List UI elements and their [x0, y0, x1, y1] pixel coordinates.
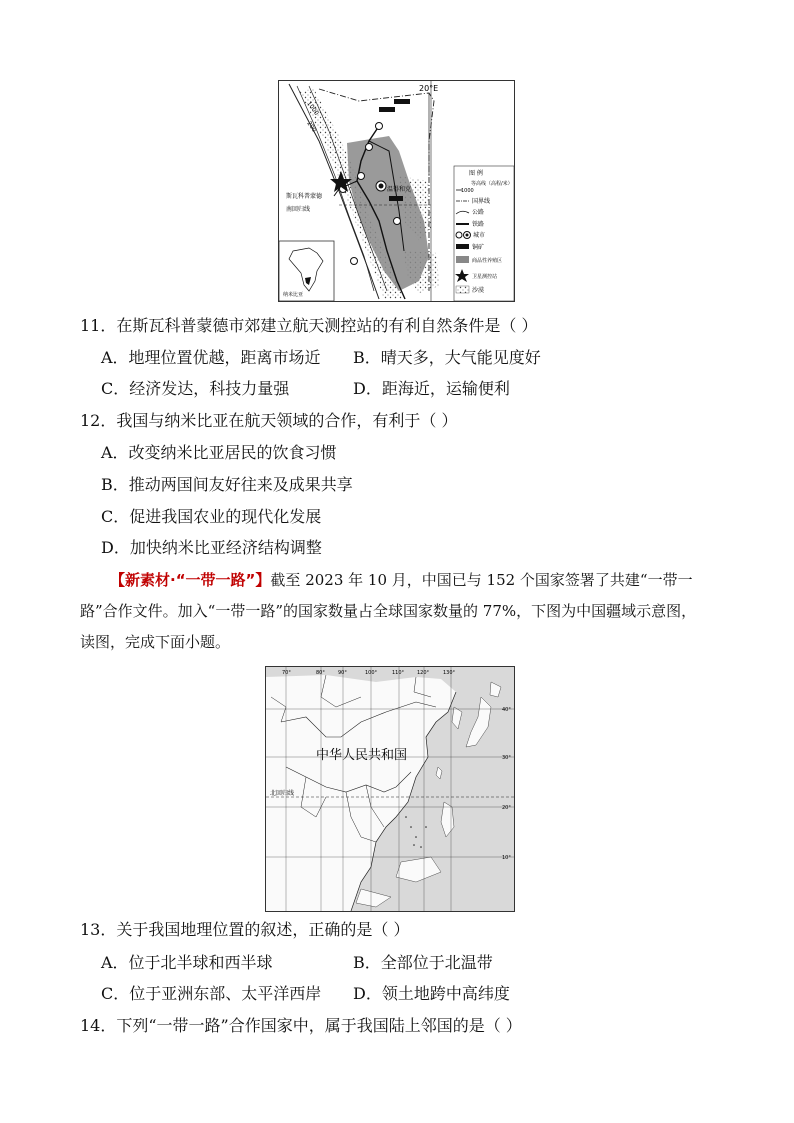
question-14-stem: 14．下列“一带一路”合作国家中，属于我国陆上邻国的是（ ） [80, 1016, 522, 1035]
lat-tick: 30° [502, 755, 511, 761]
lon-tick: 120° [417, 670, 430, 676]
city-dot-icon [351, 258, 358, 265]
svg-text:商品性养殖区: 商品性养殖区 [472, 258, 503, 264]
country-label: 中华人民共和国 [316, 748, 408, 763]
svg-text:铜矿: 铜矿 [472, 244, 485, 251]
svg-text:公路: 公路 [472, 209, 485, 216]
svg-text:纳米比亚: 纳米比亚 [283, 292, 304, 298]
city-dot-icon [456, 232, 462, 238]
copper-mine-icon [389, 196, 403, 201]
ranch-area-icon [456, 256, 469, 263]
lon-tick: 80° [316, 670, 325, 676]
lon-tick: 130° [443, 670, 456, 676]
material-paragraph [80, 565, 720, 658]
lon-tick: 100° [365, 670, 378, 676]
svg-text:200: 200 [305, 120, 318, 134]
lon-tick: 110° [392, 670, 405, 676]
china-map [265, 666, 515, 912]
svg-text:沙漠: 沙漠 [472, 287, 485, 294]
question-11-stem: 11．在斯瓦科普蒙德市郊建立航天测控站的有利自然条件是（ ） [80, 316, 538, 335]
question-12-option-b[interactable]: B．推动两国间友好往来及成果共享 [101, 475, 353, 494]
legend [454, 166, 514, 301]
material-line-2: 路”合作文件。加入“一带一路”的国家数量占全球国家数量的 77%，下图为中国疆域示意图， [80, 602, 697, 620]
city-dot-icon [358, 173, 365, 180]
material-line-3: 读图，完成下面小题。 [80, 633, 231, 651]
china-map-svg [266, 667, 514, 911]
svg-text:城市: 城市 [473, 232, 486, 239]
africa-inset [279, 241, 334, 301]
question-12-option-a[interactable]: A．改变纳米比亚居民的饮食习惯 [101, 443, 337, 462]
lat-tick: 10° [502, 855, 511, 861]
copper-mine-icon [394, 99, 410, 104]
ranch-area [347, 136, 429, 291]
question-11-option-b[interactable]: B．晴天多，大气能见度好 [353, 348, 541, 367]
city-dot-icon [376, 123, 383, 130]
question-13-option-d[interactable]: D．领土地跨中高纬度 [353, 984, 510, 1003]
lon-tick: 90° [338, 670, 347, 676]
city-label: 斯瓦科普蒙德 [286, 193, 323, 200]
city-dot-icon [394, 218, 401, 225]
desert-dots-icon [456, 286, 469, 293]
svg-text:1000: 1000 [461, 188, 474, 194]
question-11-option-d[interactable]: D．距海近，运输便利 [353, 379, 510, 398]
question-13-stem: 13．关于我国地理位置的叙述，正确的是（ ） [80, 920, 410, 939]
tropic-label: 北回归线 [270, 790, 295, 797]
question-11-option-c[interactable]: C．经济发达，科技力量强 [101, 379, 290, 398]
material-line-1: 截至 2023 年 10 月，中国已与 152 个国家签署了共建“一带一 [270, 571, 693, 589]
lat-tick: 20° [502, 805, 511, 811]
question-13-option-c[interactable]: C．位于亚洲东部、太平洋西岸 [101, 984, 322, 1003]
svg-text:铁路: 铁路 [472, 221, 485, 228]
question-13-option-a[interactable]: A．位于北半球和西半球 [101, 953, 273, 972]
svg-text:图 例: 图 例 [469, 170, 483, 177]
lon-tick: 70° [282, 670, 291, 676]
svg-text:国界线: 国界线 [472, 198, 491, 205]
question-13-option-b[interactable]: B．全部位于北温带 [353, 953, 493, 972]
lat-tick: 40° [502, 707, 511, 713]
svg-text:等高线（高程/米）: 等高线（高程/米） [471, 181, 513, 187]
namibia-map-svg [279, 81, 514, 301]
city-dot-icon [366, 144, 373, 151]
lon-label: 20°E [419, 84, 439, 93]
capital-label: 温得和克 [387, 186, 412, 193]
question-12-stem: 12．我国与纳米比亚在航天领域的合作，有利于（ ） [80, 411, 458, 430]
svg-text:卫星测控站: 卫星测控站 [472, 274, 498, 280]
copper-mine-icon [456, 244, 469, 249]
copper-mine-icon [379, 107, 395, 112]
question-12-option-c[interactable]: C．促进我国农业的现代化发展 [101, 507, 322, 526]
material-tag: 【新素材·“一带一路”】 [110, 571, 271, 589]
svg-text:1000: 1000 [305, 100, 320, 117]
question-11-option-a[interactable]: A．地理位置优越，距离市场近 [101, 348, 321, 367]
tropic-label: 南回归线 [286, 206, 311, 213]
namibia-map [278, 80, 515, 302]
question-12-option-d[interactable]: D．加快纳米比亚经济结构调整 [101, 538, 322, 557]
